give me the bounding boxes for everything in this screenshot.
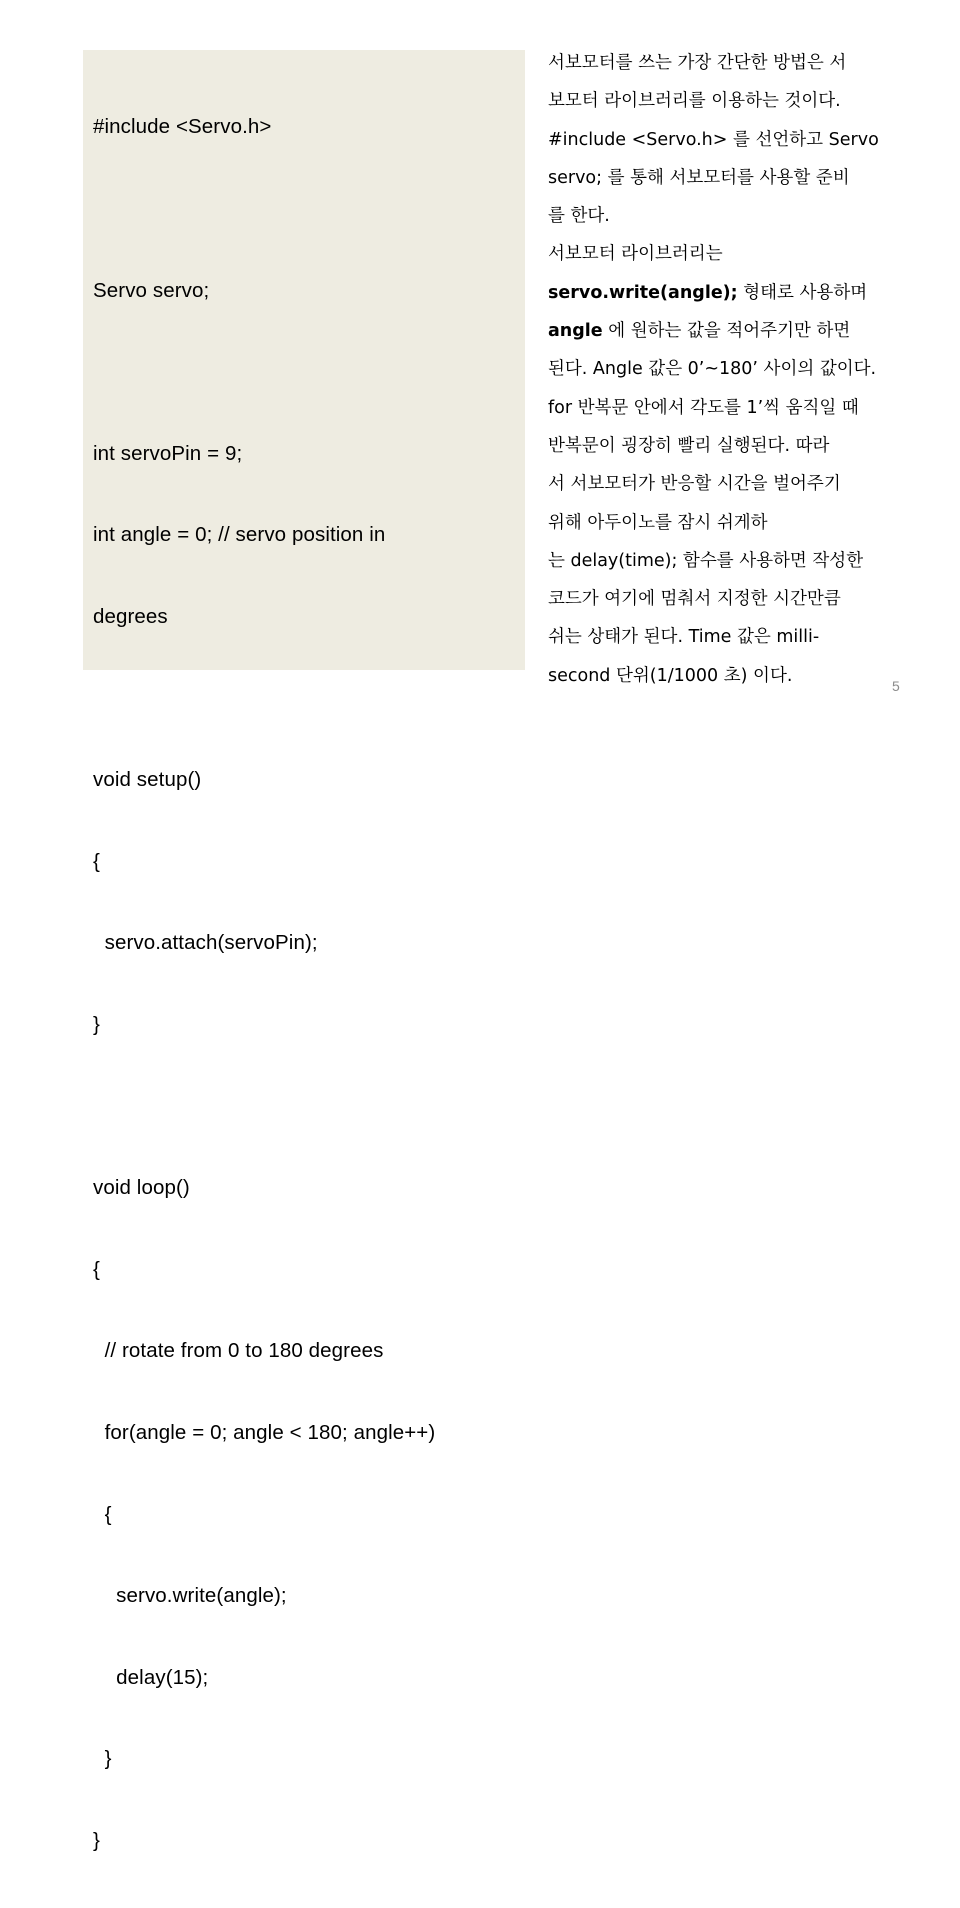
explanation-line: 위해 아두이노를 잠시 쉬게하 xyxy=(548,512,768,533)
code-line: // rotate from 0 to 180 degrees xyxy=(93,1339,384,1363)
explanation-line: 코드가 여기에 멈춰서 지정한 시간만큼 xyxy=(548,589,841,610)
page-number: 5 xyxy=(892,678,900,694)
explanation-line xyxy=(548,274,948,312)
code-line: { xyxy=(93,1257,100,1281)
explanation-line: servo; 를 통해 서보모터를 사용할 준비 xyxy=(548,167,850,188)
code-line: void loop() xyxy=(93,1176,190,1200)
code-line: { xyxy=(93,849,100,873)
code-line xyxy=(93,685,435,712)
explanation-line: 는 delay(time); 함수를 사용하면 작성한 xyxy=(548,550,864,571)
code-line: void setup() xyxy=(93,768,202,792)
explanation-line: 를 한다. xyxy=(548,206,610,227)
explanation-line xyxy=(548,312,948,350)
bold-code-term: servo.write(angle); xyxy=(548,282,738,303)
code-line: delay(15); xyxy=(93,1665,209,1689)
bold-code-term: angle xyxy=(548,321,603,342)
explanation-line: #include <Servo.h> 를 선언하고 Servo xyxy=(548,129,879,150)
explanation-line: for 반복문 안에서 각도를 1’씩 움직일 때 xyxy=(548,397,859,418)
code-line: } xyxy=(93,1828,100,1852)
code-line: servo.write(angle); xyxy=(93,1584,287,1608)
code-lines xyxy=(93,59,435,1908)
explanation-line: 보모터 라이브러리를 이용하는 것이다. xyxy=(548,91,841,112)
code-line xyxy=(93,1093,435,1120)
explanation-line: 반복문이 굉장히 빨리 실행된다. 따라 xyxy=(548,435,830,456)
code-line: } xyxy=(93,1012,100,1036)
explanation-line: 된다. Angle 값은 0’~180’ 사이의 값이다. xyxy=(548,359,877,380)
code-line: } xyxy=(93,1747,112,1771)
code-line: for(angle = 0; angle < 180; angle++) xyxy=(93,1420,436,1444)
explanation-line: 쉬는 상태가 된다. Time 값은 milli- xyxy=(548,627,820,648)
explanation-line: second 단위(1/1000 초) 이다. xyxy=(548,665,793,686)
explanation-line: 서보모터를 쓰는 가장 간단한 방법은 서 xyxy=(548,53,847,73)
code-line: degrees xyxy=(93,604,168,628)
code-block xyxy=(83,50,525,1852)
code-line: #include <Servo.h> xyxy=(93,115,272,139)
code-line: servo.attach(servoPin); xyxy=(93,931,318,955)
code-line: int servoPin = 9; xyxy=(93,441,243,465)
code-line xyxy=(93,195,435,222)
code-line xyxy=(93,358,435,385)
explanation-text xyxy=(548,44,948,695)
explanation-fragment: 에 원하는 값을 적어주기만 하면 xyxy=(602,321,851,342)
explanation-line: 서 서보모터가 반응할 시간을 벌어주기 xyxy=(548,474,841,495)
code-line: { xyxy=(93,1502,112,1526)
explanation-line: 서보모터 라이브러리는 xyxy=(548,244,723,265)
explanation-fragment: 형태로 사용하며 xyxy=(737,282,868,303)
code-line: Servo servo; xyxy=(93,278,210,302)
code-line: int angle = 0; // servo position in xyxy=(93,523,386,547)
